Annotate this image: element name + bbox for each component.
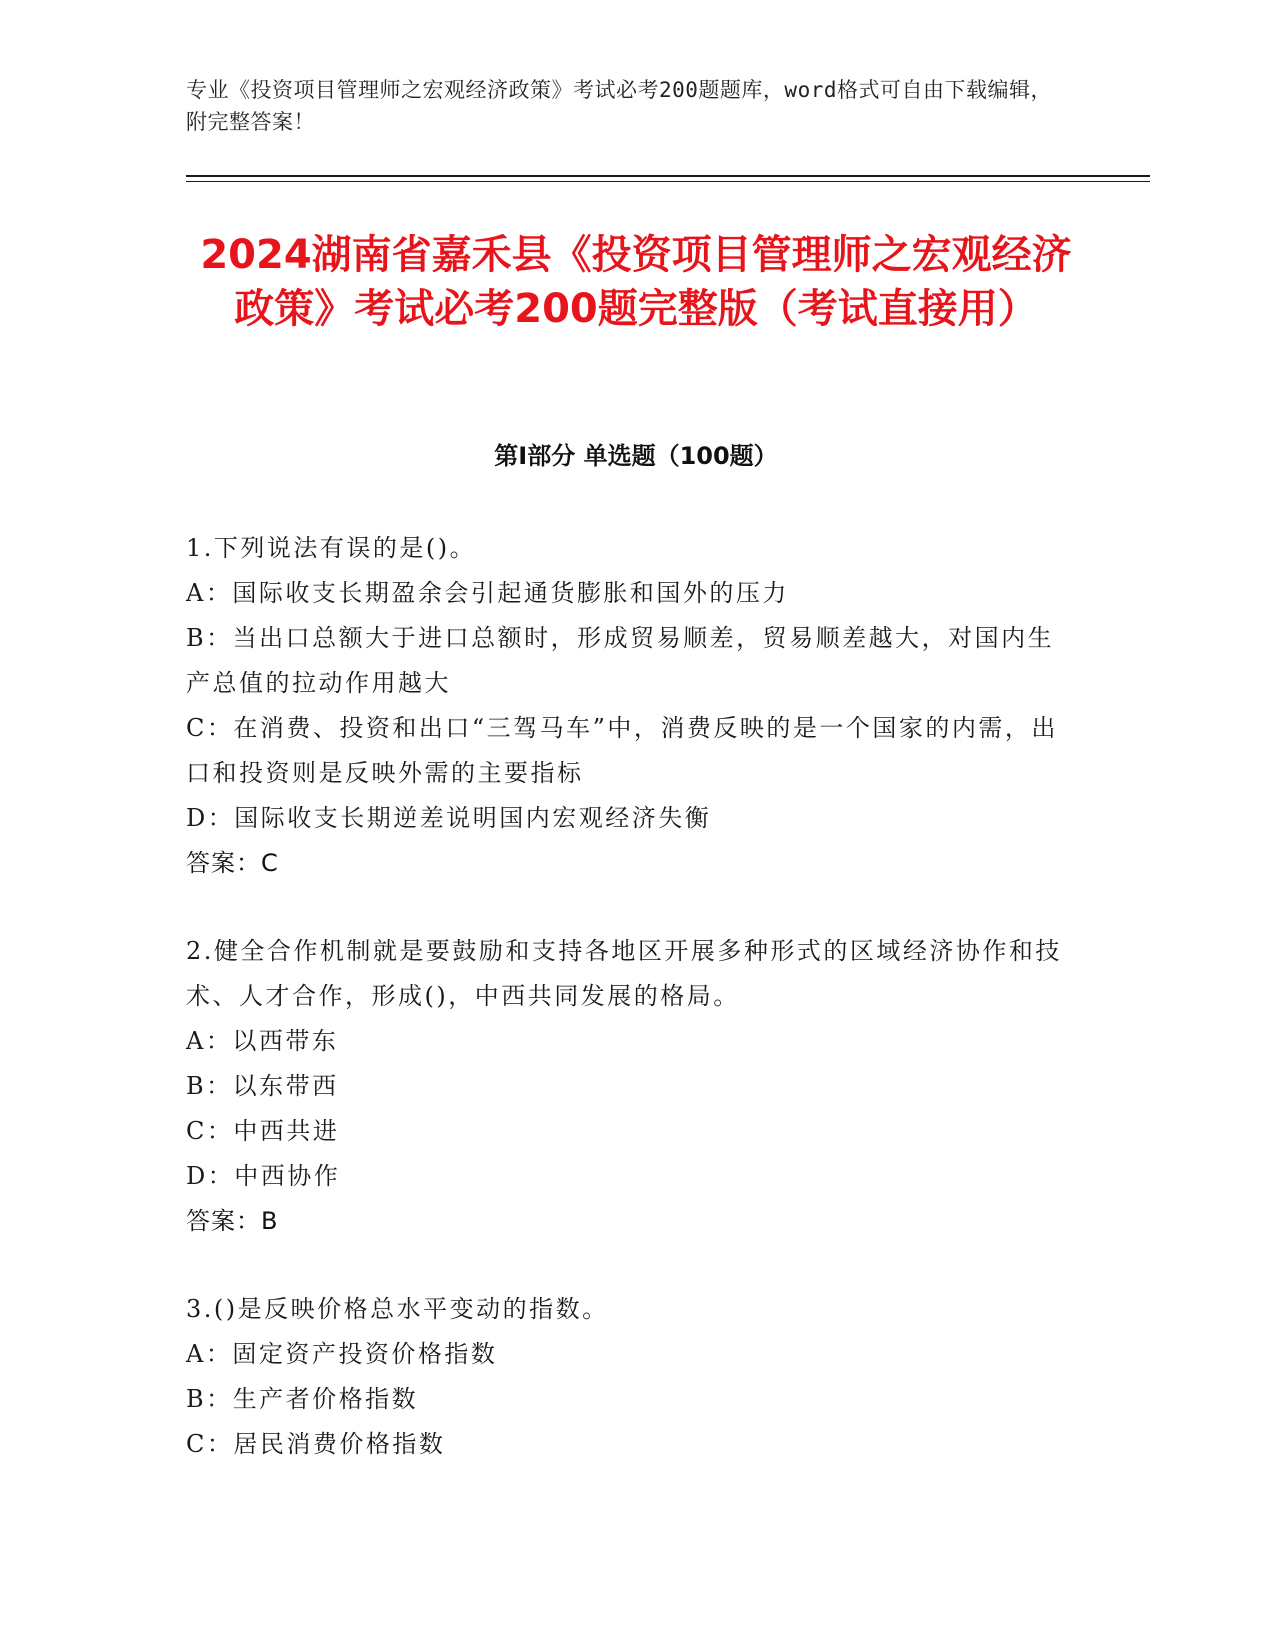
option-c: C：中西共进	[186, 1117, 340, 1145]
option-a: A：以西带东	[186, 1027, 339, 1055]
option-b: B：以东带西	[186, 1072, 339, 1100]
question-2	[186, 929, 1066, 1244]
header-rule-thick	[186, 175, 1150, 177]
answer: 答案：C	[186, 849, 279, 877]
option-b: B：当出口总额大于进口总额时，形成贸易顺差，贸易顺差越大，对国内生产总值的拉动作用越大	[186, 624, 1055, 697]
option-d: D：国际收支长期逆差说明国内宏观经济失衡	[186, 804, 712, 832]
option-c: C：在消费、投资和出口“三驾马车”中，消费反映的是一个国家的内需，出口和投资则是反映外需的主要指标	[186, 714, 1058, 787]
section-title: 第I部分 单选题（100题）	[494, 442, 778, 470]
question-1	[186, 526, 1066, 886]
question-list	[186, 526, 1066, 1510]
option-d: D：中西协作	[186, 1162, 341, 1190]
option-a: A：国际收支长期盈余会引起通货膨胀和国外的压力	[186, 579, 789, 607]
answer: 答案：B	[186, 1207, 279, 1235]
question-stem: 3.()是反映价格总水平变动的指数。	[186, 1295, 609, 1323]
option-c: C：居民消费价格指数	[186, 1430, 446, 1458]
header-rule-thin	[186, 181, 1150, 182]
question-stem: 1.下列说法有误的是()。	[186, 534, 477, 562]
header-note: 专业《投资项目管理师之宏观经济政策》考试必考200题题库，word格式可自由下载编辑，附完整答案！	[186, 78, 1052, 134]
option-b: B：生产者价格指数	[186, 1385, 419, 1413]
question-stem: 2.健全合作机制就是要鼓励和支持各地区开展多种形式的区域经济协作和技术、人才合作，形成()，中西共同发展的格局。	[186, 937, 1062, 1010]
question-3	[186, 1287, 1066, 1467]
option-a: A：固定资产投资价格指数	[186, 1340, 498, 1368]
document-title: 2024湖南省嘉禾县《投资项目管理师之宏观经济政策》考试必考200题完整版（考试直接用）	[200, 232, 1072, 332]
